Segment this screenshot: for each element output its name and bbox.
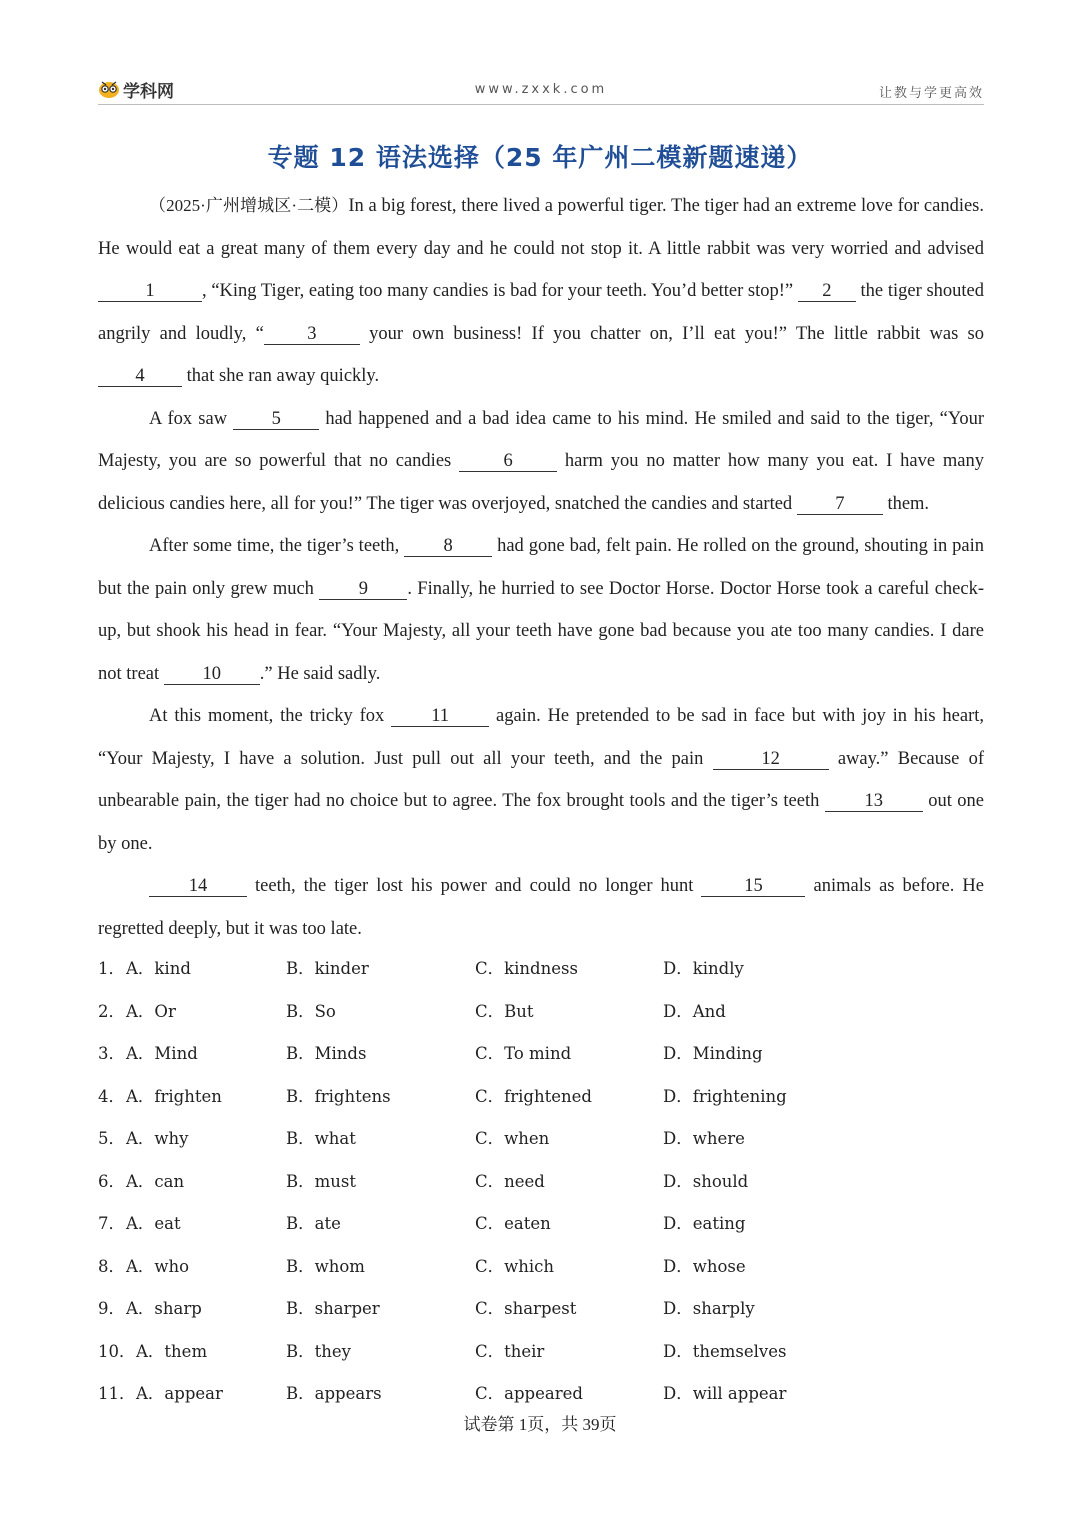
option-b[interactable]: B．frightens [286,1086,391,1106]
option-a[interactable]: A．appear [136,1384,223,1403]
cloze-passage [98,185,984,950]
option-a[interactable]: A．sharp [126,1299,202,1318]
option-d[interactable]: D．whose [663,1256,746,1276]
blank-12[interactable]: 12 [713,749,829,770]
text-segment: , “King Tiger, eating too many candies is bad for your teeth. You’d better stop!” [202,281,798,301]
blank-3[interactable]: 3 [264,324,360,345]
option-b[interactable]: B．they [286,1341,351,1361]
text-segment: . Finally, he hurried to see Doctor Horse. Doctor Horse took a careful check-up, but shook his head in fear. “Your Majesty, all your teeth have gone bad because you ate too many candies. I dare not treat [98,578,984,684]
text-segment: again. He pretended to be sad in face but with joy in his heart, “Your Majesty, I have a solution. Just pull out all your teeth, and the pain [98,706,984,769]
text-segment: the tiger shouted angrily and loudly, “ [98,281,984,344]
question-number: 7． [98,1214,125,1233]
option-c[interactable]: C．kindness [475,959,578,978]
text-segment: had happened and a bad idea came to his mind. He smiled and said to the tiger, “Your Majesty, you are so powerful that no candies [98,408,984,471]
blank-2[interactable]: 2 [798,281,856,302]
option-a[interactable]: A．them [136,1341,208,1361]
site-url: www.zxxk.com [474,82,608,97]
option-d[interactable]: D．where [663,1129,745,1148]
text-segment: After some time, the tiger’s teeth, [149,536,405,556]
question-number: 8． [98,1256,125,1276]
option-b[interactable]: B．kinder [286,959,369,978]
question-number: 1． [98,959,125,978]
blank-4[interactable]: 4 [98,366,182,387]
option-c[interactable]: C．But [475,1001,534,1021]
option-d[interactable]: D．eating [663,1214,746,1233]
blank-10[interactable]: 10 [164,664,260,685]
text-segment: out one by one. [98,791,984,854]
option-c[interactable]: C．appeared [475,1384,583,1403]
source-label: （2025·广州增城区·二模） [149,196,349,215]
option-c[interactable]: C．frightened [475,1086,592,1106]
option-a[interactable]: A．can [126,1171,185,1191]
option-a[interactable]: A．Or [126,1001,176,1021]
text-segment: At this moment, the tricky fox [149,706,392,726]
blank-9[interactable]: 9 [319,579,407,600]
blank-14[interactable]: 14 [149,876,247,897]
option-d[interactable]: D．themselves [663,1341,787,1361]
page-header [98,74,984,105]
option-a[interactable]: A．eat [126,1214,181,1233]
logo-text: 学科网 [123,81,174,102]
option-d[interactable]: D．And [663,1001,726,1021]
page-footer: 试卷第 1页，共 39页 [463,1415,617,1434]
option-row-4 [98,1076,984,1119]
option-row-1 [98,948,984,991]
question-number: 2． [98,1001,125,1021]
option-c[interactable]: C．eaten [475,1214,551,1233]
option-row-3 [98,1033,984,1076]
option-a[interactable]: A．why [126,1129,189,1148]
paragraph-3 [98,525,984,695]
question-number: 6． [98,1171,125,1191]
question-number: 5． [98,1129,125,1148]
text-segment: harm you no matter how many you eat. I have many delicious candies here, all for you!” The tiger was overjoyed, snatched the candies and started [98,451,984,514]
option-d[interactable]: D．Minding [663,1044,763,1063]
question-number: 10． [98,1341,136,1361]
page-title: 专题 12 语法选择（25 年广州二模新题速递） [267,143,813,172]
option-d[interactable]: D．kindly [663,959,744,978]
paragraph-5 [98,865,984,950]
question-number: 4． [98,1086,125,1106]
option-b[interactable]: B．ate [286,1214,341,1233]
question-number: 3． [98,1044,125,1063]
option-c[interactable]: C．their [475,1341,545,1361]
paragraph-2 [98,398,984,526]
text-segment: teeth, the tiger lost his power and could no longer hunt [247,876,702,896]
option-b[interactable]: B．So [286,1001,336,1021]
text-segment: A fox saw [149,408,234,429]
text-segment: animals as before. He regretted deeply, but it was too late. [98,876,984,939]
option-b[interactable]: B．sharper [286,1299,380,1318]
option-row-6 [98,1161,984,1204]
blank-8[interactable]: 8 [404,536,492,557]
option-d[interactable]: D．will appear [663,1384,787,1403]
option-b[interactable]: B．appears [286,1384,382,1403]
text-segment: .” He said sadly. [259,663,381,684]
option-b[interactable]: B．what [286,1129,356,1148]
text-segment: In a big forest, there lived a powerful tiger. The tiger had an extreme love for candies. He would eat a great many of them every day and he could not stop it. A little rabbit was very worried and advised [98,196,984,259]
text-segment: had gone bad, felt pain. He rolled on the ground, shouting in pain but the pain only grew much [98,536,984,599]
question-number: 11． [98,1384,136,1403]
paragraph-4 [98,695,984,865]
option-d[interactable]: D．should [663,1171,749,1191]
option-c[interactable]: C．which [475,1256,555,1276]
option-row-8 [98,1246,984,1289]
blank-13[interactable]: 13 [825,791,923,812]
option-a[interactable]: A．kind [126,959,191,978]
option-row-10 [98,1331,984,1374]
blank-5[interactable]: 5 [233,409,319,430]
option-d[interactable]: D．sharply [663,1299,755,1318]
option-b[interactable]: B．Minds [286,1044,367,1063]
option-a[interactable]: A．who [126,1256,190,1276]
option-row-9 [98,1288,984,1331]
blank-11[interactable]: 11 [391,706,489,727]
text-segment: them. [882,493,930,514]
option-c[interactable]: C．when [475,1129,550,1148]
blank-7[interactable]: 7 [797,494,883,515]
option-c[interactable]: C．sharpest [475,1299,577,1318]
option-b[interactable]: B．must [286,1171,356,1191]
text-segment: your own business! If you chatter on, I’ll eat you!” The little rabbit was so [359,323,985,344]
option-c[interactable]: C．To mind [475,1044,572,1063]
option-d[interactable]: D．frightening [663,1086,787,1106]
text-segment: that she ran away quickly. [182,366,380,386]
blank-1[interactable]: 1 [98,281,202,302]
blank-6[interactable]: 6 [459,451,557,472]
option-c[interactable]: C．need [475,1171,545,1191]
option-row-2 [98,991,984,1034]
paragraph-1 [98,185,984,398]
option-b[interactable]: B．whom [286,1256,365,1276]
option-row-5 [98,1118,984,1161]
blank-15[interactable]: 15 [701,876,805,897]
answer-options [98,948,984,1416]
option-a[interactable]: A．Mind [126,1044,198,1063]
option-a[interactable]: A．frighten [126,1086,222,1106]
text-segment: away.” Because of unbearable pain, the tiger had no choice but to agree. The fox brought tools and the tiger’s teeth [98,748,985,811]
site-slogan: 让教与学更高效 [878,86,984,101]
question-number: 9． [98,1299,125,1318]
option-row-7 [98,1203,984,1246]
